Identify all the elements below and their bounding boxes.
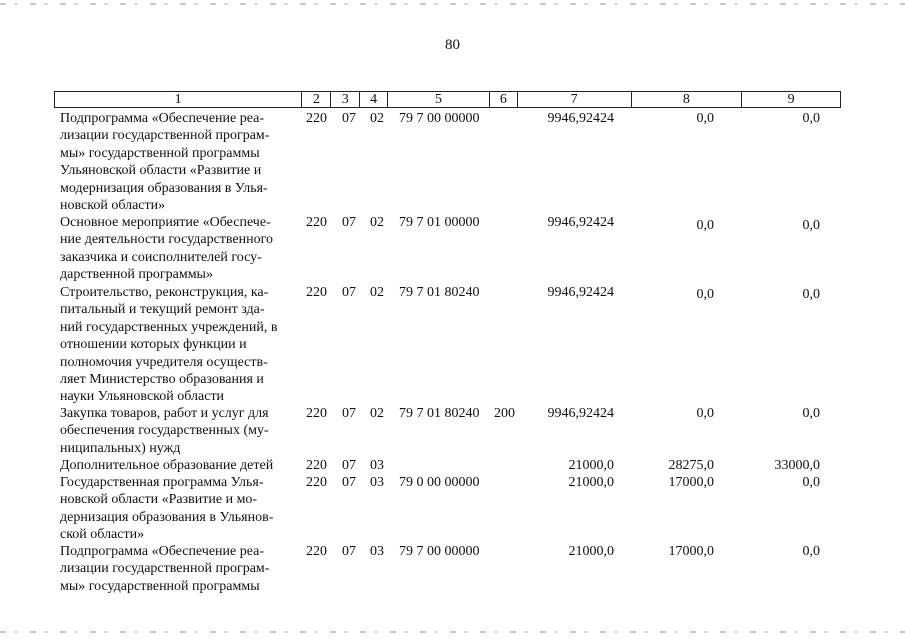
- amount-col9: 0,0: [802, 287, 820, 302]
- target-article: 79 7 01 80240: [399, 285, 480, 300]
- amount-col7: 9946,92424: [547, 215, 614, 230]
- row-name: Государственная программа Улья- новской области «Развитие и мо- дернизация образования в Ульянов- ской области»: [60, 475, 274, 543]
- target-article: 79 7 00 00000: [399, 544, 480, 559]
- row-name: Закупка товаров, работ и услуг для обеспечения государственных (му- ниципальных) нужд: [60, 406, 269, 456]
- column-header: 4: [360, 92, 388, 107]
- section-code: 07: [342, 285, 356, 300]
- column-header: 9: [787, 92, 795, 107]
- column-header: 7: [518, 92, 632, 107]
- subsection-code: 03: [370, 544, 384, 559]
- subsection-code: 02: [370, 285, 384, 300]
- column-header: 1: [55, 92, 302, 107]
- section-code: 07: [342, 475, 356, 490]
- row-name: Подпрограмма «Обеспечение реа- лизации государственной програм- мы» государственной программы Ульяновской области «Развитие и модернизация образования в Улья- новской области»: [60, 111, 270, 214]
- row-name: Дополнительное образование детей: [60, 458, 274, 473]
- ministry-code: 220: [306, 285, 327, 300]
- amount-col7: 21000,0: [568, 544, 614, 559]
- amount-col9: 0,0: [802, 475, 820, 490]
- amount-col8: 0,0: [696, 218, 714, 233]
- row-name: Строительство, реконструкция, ка- питальный и текущий ремонт зда- ний государственных учреждений, в отношении которых функции и полномочия учредителя осуществ- ляет Министерство образования и науки Ульяновской области: [60, 285, 278, 405]
- amount-col8: 0,0: [696, 406, 714, 421]
- amount-col9: 33000,0: [774, 458, 820, 473]
- subsection-code: 03: [370, 475, 384, 490]
- amount-col8: 28275,0: [668, 458, 714, 473]
- scan-edge-bottom: [0, 631, 905, 633]
- amount-col9: 0,0: [802, 218, 820, 233]
- amount-col8: 17000,0: [668, 544, 714, 559]
- target-article: 79 7 01 80240: [399, 406, 480, 421]
- amount-col9: 0,0: [802, 406, 820, 421]
- section-code: 07: [342, 111, 356, 126]
- ministry-code: 220: [306, 111, 327, 126]
- column-header: 3: [331, 92, 360, 107]
- amount-col8: 0,0: [696, 287, 714, 302]
- subsection-code: 02: [370, 406, 384, 421]
- ministry-code: 220: [306, 406, 327, 421]
- target-article: 79 0 00 00000: [399, 475, 480, 490]
- ministry-code: 220: [306, 544, 327, 559]
- column-header: 8: [632, 92, 743, 107]
- amount-col7: 9946,92424: [547, 406, 614, 421]
- ministry-code: 220: [306, 215, 327, 230]
- section-code: 07: [342, 406, 356, 421]
- column-header: 5: [388, 92, 490, 107]
- target-article: 79 7 01 00000: [399, 215, 480, 230]
- column-header: 2: [302, 92, 331, 107]
- ministry-code: 220: [306, 458, 327, 473]
- amount-col7: 21000,0: [568, 475, 614, 490]
- amount-col9: 0,0: [802, 544, 820, 559]
- page-number: 80: [445, 37, 460, 53]
- table-header: [54, 91, 841, 108]
- amount-col7: 9946,92424: [547, 111, 614, 126]
- row-name: Основное мероприятие «Обеспече- ние деятельности государственного заказчика и соисполнителей госу- дарственной программы»: [60, 215, 274, 283]
- amount-col8: 0,0: [696, 111, 714, 126]
- amount-col7: 21000,0: [568, 458, 614, 473]
- section-code: 07: [342, 215, 356, 230]
- target-article: 79 7 00 00000: [399, 111, 480, 126]
- scan-edge-top: [0, 3, 905, 5]
- subsection-code: 02: [370, 215, 384, 230]
- amount-col9: 0,0: [802, 111, 820, 126]
- subsection-code: 03: [370, 458, 384, 473]
- expense-type: 200: [494, 406, 515, 421]
- ministry-code: 220: [306, 475, 327, 490]
- row-name: Подпрограмма «Обеспечение реа- лизации государственной програм- мы» государственной программы: [60, 544, 270, 594]
- section-code: 07: [342, 544, 356, 559]
- column-header: 6: [490, 92, 518, 107]
- subsection-code: 02: [370, 111, 384, 126]
- amount-col7: 9946,92424: [547, 285, 614, 300]
- amount-col8: 17000,0: [668, 475, 714, 490]
- section-code: 07: [342, 458, 356, 473]
